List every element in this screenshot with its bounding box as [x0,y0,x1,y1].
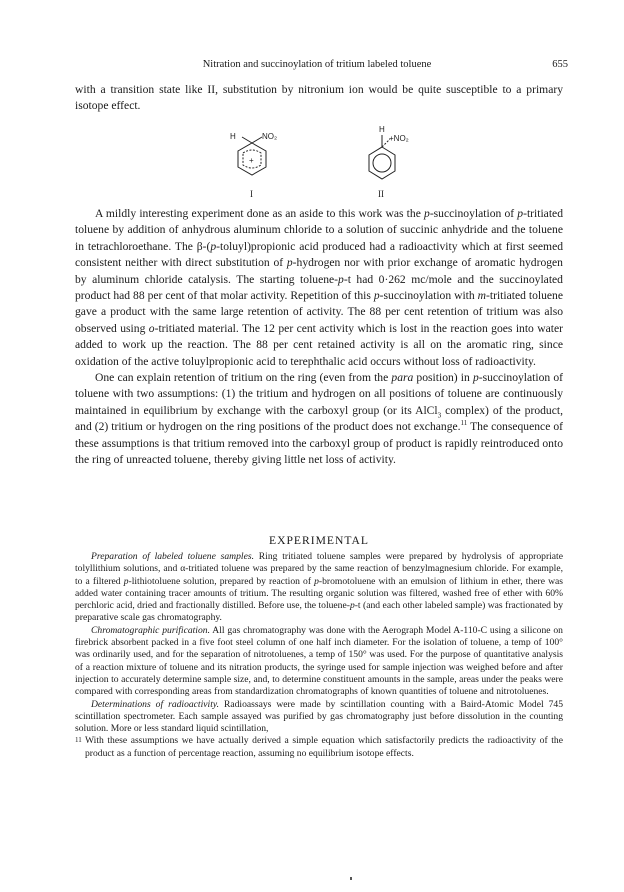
structure-I-label: I [250,189,253,199]
paragraph-succinoylation: A mildly interesting experiment done as an aside to this work was the p-succinoylation of p-tritiated toluene by addition of anhydrous aluminum chloride to a solution of succinic anhydride and the toluene in tetrachloroethane. The β-(p-toluyl)propionic acid produced had a radioactivity which at first seemed consistent neither with direct substitution of p-hydrogen nor with prior exchange of aromatic hydrogen by aluminum chloride catalysis. The starting toluene-p-t had 0·262 mc/mole and the succinoylated product had 88 per cent of that molar activity. Repetition of this p-succinoylation with m-tritiated toluene gave a product with the same large retention of activity. The 88 per cent retention of tritium was also observed using o-tritiated material. The 12 per cent activity which is lost in the reaction goes into water added to work up the reaction. The 88 per cent retained activity is all on the aromatic ring, since oxidation of the active toluylpropionic acid to terephthalic acid occurs without loss of radioactivity. [75,207,564,368]
exp-preparation: Preparation of labeled toluene samples. Ring tritiated toluene samples were prepared by hydrolysis of appropriate tolyllithium solutions, and α-tritiated toluene was prepared by the same reaction of benzylmagnesium chloride. For example, to a filtered p-lithiotoluene solution, prepared by reaction of p-bromotoluene with an emulsion of lithium in ether, there was added water containing tracer amounts of tritium. The resulting organic solution was filtered, washed free of ether with 60% perchloric acid, dried and fractionally distilled. Before use, the toluene-p-t (and each other labeled sample) was fractionated by preparative scale gas chromatography. [75,551,563,624]
paragraph-retention: One can explain retention of tritium on the ring (even from the para position) in p-succinoylation of toluene with two assumptions: (1) the tritium and hydrogen on all positions of toluene are continuously maintained in equilibrium by exchange with the carboxyl group (or its AlCl$_3$ complex) of the product, and (2) tritium or hydrogen on the ring positions of the product does not exchange.$^{11}$ The consequence of these assumptions is that tritium removed into the carboxyl group of product is rapidly reintroduced onto the ring of unreacted toluene, thereby giving little net loss of activity. [75,371,563,467]
exp-radioactivity: Determinations of radioactivity. Radioassays were made by scintillation counting with a Baird-Atomic Model 745 scintillation spectrometer. Each sample assayed was purified by gas chromatography just before dissolution in the counting solution. More or less standard liquid scintillation, [75,698,563,735]
footnote-11 [75,735,563,760]
experimental-section [75,551,563,760]
structure-II-label: II [378,189,384,199]
intro-paragraph [75,82,563,115]
exp-radioactivity-title: Determinations of radioactivity. [91,698,219,710]
experimental-heading: EXPERIMENTAL [269,534,369,547]
no2-label-I: NO₂ [262,132,278,141]
aromatic-circle-II [373,154,391,172]
no2-label-II: +NO₂ [389,134,409,143]
running-header [60,59,574,73]
exp-chromatography-title: Chromatographic purification. [91,624,210,636]
page-number: 655 [552,59,568,70]
h-label-II: H [379,125,385,134]
exp-preparation-title: Preparation of labeled toluene samples. [91,551,254,562]
exp-chromatography: Chromatographic purification. All gas chromatography was done with the Aerograph Model A-110-C using a silicone on firebrick absorbent packed in a five foot steel column of one half inch diameter. For the isolation of toluene, a temp of 100° was ordinarily used, and for the separation of nitrotoluenes, a temp of 150° was used. For the purpose of quantitative analysis of a reaction mixture of toluene and its nitration products, the syringe used for sample injection was weighed before and after injection to accurately determine sample size, and, to determine constituent amounts in the sample, areas under the peaks were compared with corresponding areas from standardization chromatographs of known quantities of toluene and nitrotoluenes. [75,624,563,698]
structures-figure [196,117,436,203]
h-label-I: H [230,132,236,141]
main-text [75,206,563,469]
plus-label-I: + [249,156,254,165]
bond-H-I [242,137,252,143]
running-title: Nitration and succinoylation of tritium labeled toluene [202,59,432,70]
footnote-text: With these assumptions we have actually derived a simple equation which satisfactorily predicts the radioactivity of the product as a function of percentage reaction, assuming no equilibrium isotope effects. [85,735,563,759]
footnote-mark: 11 [75,736,82,745]
bond-NO2-I [252,137,262,143]
scan-speck [350,877,352,880]
intro-text: with a transition state like II, substitution by nitronium ion would be quite susceptible to a primary isotope effect. [75,83,563,113]
